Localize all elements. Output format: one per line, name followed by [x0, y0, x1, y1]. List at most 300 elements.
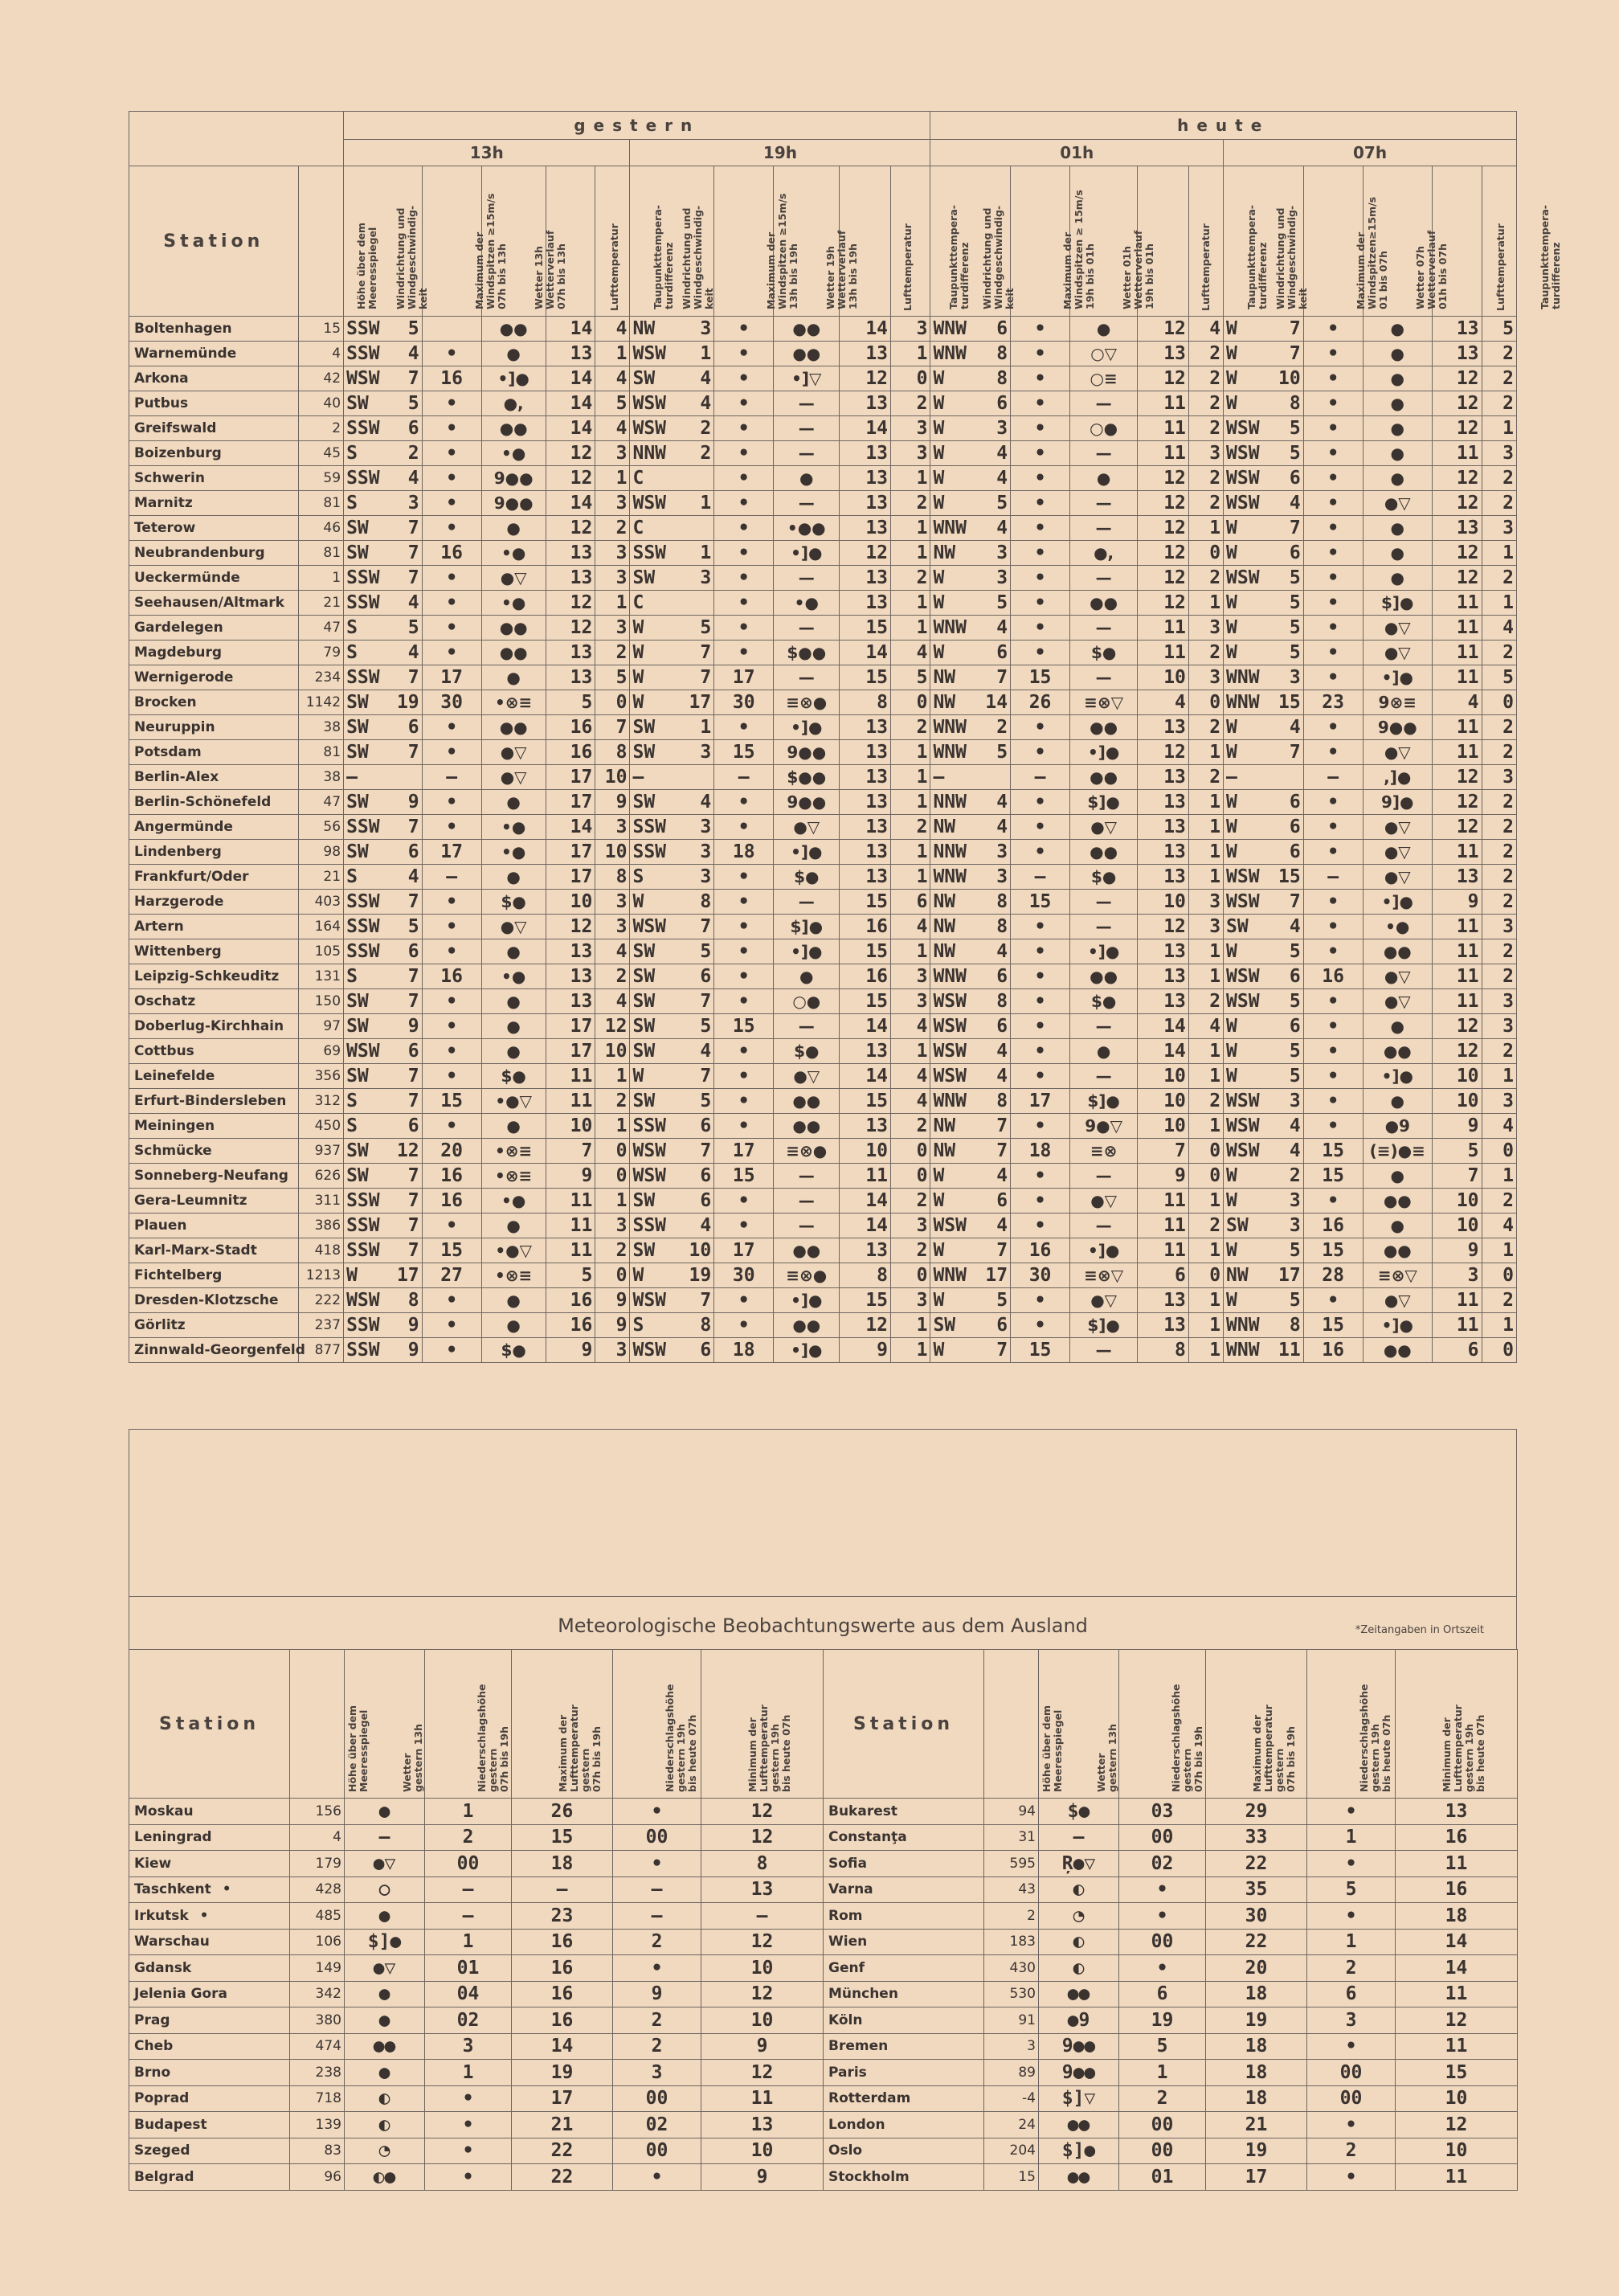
wind-speed: 8: [996, 991, 1008, 1012]
wind-direction: SW: [346, 1016, 369, 1037]
weather-symbol-19: ●●: [774, 317, 840, 342]
min-temp: 12: [701, 1981, 824, 2007]
dewpoint-diff-07: 2: [1482, 491, 1516, 516]
wind-pair: [933, 592, 1008, 613]
weather-symbol-01: ●●: [1070, 964, 1138, 989]
weather-symbol-19: ≡⊗●: [774, 1263, 840, 1288]
wind-direction: SW: [1226, 916, 1249, 937]
gust-max-07: —: [1303, 765, 1363, 790]
weather-symbol: ●: [345, 2007, 425, 2034]
wind-direction: WSW: [632, 418, 667, 439]
wind-13: [344, 939, 423, 964]
wind-speed: 3: [407, 493, 419, 514]
table-row: [129, 1338, 1517, 1363]
max-temp: 33: [1206, 1824, 1307, 1851]
table-row: [129, 616, 1517, 641]
air-temp-13: 14: [546, 317, 595, 342]
precip-night: 3: [1307, 2007, 1396, 2034]
min-temp: 10: [1396, 2138, 1518, 2164]
wind-direction: W: [632, 1066, 644, 1087]
dewpoint-diff-13: 3: [595, 616, 630, 641]
gust-max-07: •: [1303, 989, 1363, 1014]
wind-pair: [346, 493, 419, 514]
station-altitude: 485: [290, 1903, 345, 1930]
wind-07: [1224, 541, 1304, 566]
wind-pair: [346, 443, 419, 464]
table-row: [129, 2060, 824, 2086]
wind-speed: 2: [700, 418, 712, 439]
gust-max-07: •: [1303, 616, 1363, 641]
precip-night: 2: [1307, 1955, 1396, 1982]
air-temp-13: 16: [546, 715, 595, 740]
wind-pair: [632, 518, 711, 538]
wind-pair: [933, 567, 1008, 588]
max-temp: 35: [1206, 1876, 1307, 1903]
dewpoint-diff-13: 5: [595, 391, 630, 416]
dewpoint-diff-13: 4: [595, 317, 630, 342]
gust-max-07: •: [1303, 915, 1363, 939]
wind-pair: [632, 642, 711, 663]
min-temp: 14: [1396, 1929, 1518, 1955]
header-altitude: [298, 166, 378, 317]
weather-symbol-13: •●: [481, 964, 546, 989]
min-temp: 15: [1396, 2060, 1518, 2086]
wind-19: [630, 1064, 714, 1089]
air-temp-01: 9: [1138, 1164, 1189, 1189]
dewpoint-diff-07: 2: [1482, 715, 1516, 740]
wind-speed: 8: [996, 343, 1008, 364]
wind-13: [344, 1313, 423, 1338]
weather-symbol-19: —: [774, 416, 840, 441]
air-temp-07: 12: [1432, 1014, 1482, 1039]
gust-max-01: •: [1011, 740, 1070, 765]
precip-night: 00: [613, 2138, 701, 2164]
precip-day: •: [425, 2112, 512, 2138]
wind-pair: [1226, 1215, 1301, 1236]
gust-max-19: 15: [714, 740, 774, 765]
min-temp: 12: [1396, 2112, 1518, 2138]
table-row: [129, 1114, 1517, 1139]
wind-pair: [1226, 1041, 1301, 1062]
dewpoint-diff-13: 7: [595, 715, 630, 740]
wind-13: [344, 1288, 423, 1313]
air-temp-07: 6: [1432, 1338, 1482, 1363]
air-temp-13: 17: [546, 765, 595, 790]
wind-speed: 6: [700, 1165, 712, 1186]
precip-night: 00: [613, 2085, 701, 2112]
gust-max-01: •: [1011, 1189, 1070, 1213]
weather-symbol-13: •⊗≡: [481, 1139, 546, 1164]
header-weather-13-text: Wetter 13h Wetterverlauf 07h bis 13h: [532, 230, 567, 309]
wind-13: [344, 790, 423, 815]
dewpoint-diff-01: 1: [1188, 740, 1223, 765]
wind-07: [1224, 740, 1304, 765]
gust-max-13: •: [422, 815, 481, 840]
foreign-header-max: [1206, 1650, 1307, 1799]
wind-speed: 5: [996, 592, 1008, 613]
wind-direction: SSW: [346, 816, 380, 837]
wind-direction: W: [933, 642, 945, 663]
station-altitude: 106: [290, 1929, 345, 1955]
precip-day: •: [1119, 1955, 1206, 1982]
gust-max-01: •: [1011, 715, 1070, 740]
dewpoint-diff-07: 1: [1482, 1164, 1516, 1189]
station-name: Berlin-Schönefeld: [129, 790, 299, 815]
weather-symbol-19: —: [774, 890, 840, 915]
weather-symbol-07: ●▽: [1363, 616, 1432, 641]
wind-direction: WNW: [1226, 667, 1260, 688]
station-name-text: München: [828, 1986, 898, 2003]
weather-symbol-19: •]●: [774, 1288, 840, 1313]
wind-direction: NNW: [632, 443, 667, 464]
weather-symbol-19: ●: [774, 964, 840, 989]
weather-symbol: ○: [345, 1876, 425, 1903]
wind-direction: W: [1226, 368, 1237, 389]
weather-symbol-01: ●▽: [1070, 1288, 1138, 1313]
wind-speed: 5: [1289, 1066, 1301, 1087]
header-gestern: gestern: [344, 112, 930, 140]
air-temp-01: 11: [1138, 616, 1189, 641]
gust-max-13: •: [422, 641, 481, 665]
foreign-header-min: [701, 1650, 824, 1799]
foreign-header-max-text: Maximum der Lufttemperatur gestern 07h bis 19h: [557, 1704, 603, 1792]
dewpoint-diff-13: 2: [595, 641, 630, 665]
wind-direction: —: [933, 767, 945, 788]
wind-13: [344, 391, 423, 416]
gust-max-07: •: [1303, 1089, 1363, 1114]
station-altitude: 626: [298, 1164, 343, 1189]
dewpoint-diff-19: 0: [891, 1139, 930, 1164]
station-name: Leipzig-Schkeuditz: [129, 964, 299, 989]
wind-speed: 7: [407, 518, 419, 538]
table-row: [129, 566, 1517, 591]
station-name-text: Prag: [134, 2012, 170, 2028]
gust-max-19: 17: [714, 665, 774, 690]
dewpoint-diff-01: 0: [1188, 1164, 1223, 1189]
wind-07: [1224, 441, 1304, 466]
min-temp: 16: [1396, 1876, 1518, 1903]
wind-speed: 8: [700, 891, 712, 912]
station-name: Meiningen: [129, 1114, 299, 1139]
header-airtemp-19-text: Lufttemperatur: [901, 223, 914, 311]
wind-speed: 7: [407, 368, 419, 389]
gust-max-01: •: [1011, 317, 1070, 342]
wind-19: [630, 566, 714, 591]
wind-19: [630, 1114, 714, 1139]
wind-speed: 6: [1289, 966, 1301, 987]
weather-symbol-13: •●: [481, 541, 546, 566]
dewpoint-diff-07: 3: [1482, 765, 1516, 790]
weather-symbol-01: —: [1070, 566, 1138, 591]
weather-symbol-07: ●: [1363, 541, 1432, 566]
precip-day: 02: [425, 2007, 512, 2034]
header-gust-19: [714, 166, 800, 317]
weather-symbol-01: •]●: [1070, 740, 1138, 765]
wind-19: [630, 890, 714, 915]
station-name-text: Moskau: [134, 1803, 194, 1819]
weather-symbol: ●: [345, 1981, 425, 2007]
wind-pair: [1226, 1016, 1301, 1037]
wind-direction: W: [933, 493, 945, 514]
wind-direction: W: [933, 418, 945, 439]
dewpoint-diff-07: 2: [1482, 391, 1516, 416]
air-temp-01: 10: [1138, 890, 1189, 915]
foreign-header-wetter-text: Wetter gestern 13h: [401, 1723, 424, 1792]
weather-symbol-01: ○●: [1070, 416, 1138, 441]
wind-direction: WSW: [933, 1215, 967, 1236]
wind-direction: S: [346, 866, 358, 887]
min-temp: 11: [1396, 1851, 1518, 1877]
weather-symbol-19: —: [774, 1164, 840, 1189]
weather-symbol-01: $]●: [1070, 1313, 1138, 1338]
station-altitude: 311: [298, 1189, 343, 1213]
air-temp-19: 15: [840, 1288, 891, 1313]
weather-symbol-01: ●: [1070, 1039, 1138, 1064]
air-temp-19: 16: [840, 964, 891, 989]
wind-pair: [632, 991, 711, 1012]
station-name: Warnemünde: [129, 342, 299, 366]
gust-max-19: •: [714, 491, 774, 516]
air-temp-19: 14: [840, 1014, 891, 1039]
station-name: [824, 2164, 984, 2191]
dewpoint-diff-01: 2: [1188, 466, 1223, 491]
station-altitude: 47: [298, 616, 343, 641]
weather-symbol-13: ●●: [481, 616, 546, 641]
wind-speed: 9: [407, 1315, 419, 1336]
wind-direction: W: [933, 1190, 945, 1211]
dewpoint-diff-01: 2: [1188, 391, 1223, 416]
station-name-text: Bukarest: [828, 1803, 897, 1819]
station-altitude: 595: [984, 1851, 1039, 1877]
dewpoint-diff-19: 1: [891, 865, 930, 890]
wind-direction: W: [1226, 642, 1237, 663]
air-temp-07: 11: [1432, 616, 1482, 641]
wind-direction: S: [346, 1091, 358, 1111]
air-temp-07: 11: [1432, 989, 1482, 1014]
wind-speed: 5: [700, 1016, 712, 1037]
station-name-text: Cheb: [134, 2038, 174, 2055]
wind-speed: 4: [996, 792, 1008, 812]
wind-direction: NW: [933, 1115, 956, 1136]
wind-speed: 19: [396, 692, 419, 713]
wind-direction: WNW: [933, 717, 967, 738]
dewpoint-diff-07: 2: [1482, 342, 1516, 366]
wind-speed: 6: [996, 642, 1008, 663]
air-temp-13: 16: [546, 1288, 595, 1313]
wind-pair: [346, 1140, 419, 1161]
dewpoint-diff-13: 3: [595, 566, 630, 591]
wind-pair: [346, 1091, 419, 1111]
dewpoint-diff-19: 3: [891, 441, 930, 466]
weather-symbol-13: •⊗≡: [481, 1164, 546, 1189]
max-temp: 19: [1206, 2007, 1307, 2034]
wind-pair: [346, 717, 419, 738]
air-temp-19: 13: [840, 715, 891, 740]
wind-pair: [632, 1165, 711, 1186]
wind-speed: 7: [407, 1215, 419, 1236]
wind-direction: WSW: [933, 1016, 967, 1037]
table-row: [129, 391, 1517, 416]
header-gust-13: [422, 166, 508, 317]
wind-direction: SW: [346, 841, 369, 862]
wind-speed: 5: [1289, 1041, 1301, 1062]
air-temp-19: 13: [840, 516, 891, 541]
gust-max-19: •: [714, 466, 774, 491]
gust-max-13: •: [422, 1064, 481, 1089]
dewpoint-diff-13: 4: [595, 939, 630, 964]
min-temp: 13: [1396, 1799, 1518, 1825]
foreign-header-hoehe-text: Höhe über dem Meeresspiegel: [1040, 1705, 1064, 1792]
wind-speed: 6: [1289, 816, 1301, 837]
station-altitude: 139: [290, 2112, 345, 2138]
weather-symbol-13: 9●●: [481, 466, 546, 491]
wind-pair: [933, 1340, 1008, 1361]
weather-symbol: ◔: [1039, 1903, 1119, 1930]
dewpoint-diff-01: 1: [1188, 1338, 1223, 1363]
weather-symbol-01: $●: [1070, 641, 1138, 665]
wind-pair: [346, 991, 419, 1012]
weather-symbol-13: ●▽: [481, 740, 546, 765]
wind-pair: [1226, 368, 1301, 389]
precip-day: 00: [1119, 1929, 1206, 1955]
dewpoint-diff-19: 1: [891, 1338, 930, 1363]
wind-direction: W: [1226, 717, 1237, 738]
weather-symbol-07: ●▽: [1363, 1288, 1432, 1313]
air-temp-13: 12: [546, 591, 595, 616]
wind-direction: WNW: [933, 617, 967, 638]
gust-max-01: 30: [1011, 1263, 1070, 1288]
weather-symbol-07: ●: [1363, 391, 1432, 416]
table-row: [129, 2112, 824, 2138]
wind-pair: [632, 542, 711, 563]
dewpoint-diff-01: 2: [1188, 366, 1223, 391]
air-temp-13: 13: [546, 964, 595, 989]
weather-symbol-19: ●●: [774, 1089, 840, 1114]
weather-symbol-01: —: [1070, 616, 1138, 641]
precip-day: •: [1119, 1876, 1206, 1903]
wind-01: [930, 1014, 1011, 1039]
dewpoint-diff-13: 5: [595, 665, 630, 690]
wind-direction: NW: [933, 891, 956, 912]
air-temp-19: 13: [840, 790, 891, 815]
wind-pair: [933, 518, 1008, 538]
wind-speed: 5: [1289, 567, 1301, 588]
weather-symbol-19: —: [774, 1213, 840, 1238]
wind-direction: WSW: [632, 916, 667, 937]
weather-symbol: ◐: [345, 2112, 425, 2138]
station-name: Görlitz: [129, 1313, 299, 1338]
air-temp-07: 13: [1432, 317, 1482, 342]
wind-13: [344, 1164, 423, 1189]
wind-pair: [1226, 891, 1301, 912]
station-name: [824, 1876, 984, 1903]
weather-symbol-01: •]●: [1070, 939, 1138, 964]
gust-max-01: •: [1011, 366, 1070, 391]
wind-speed: 4: [700, 792, 712, 812]
wind-speed: 4: [700, 1215, 712, 1236]
wind-01: [930, 1213, 1011, 1238]
gust-max-01: •: [1011, 1064, 1070, 1089]
wind-speed: 1: [700, 542, 712, 563]
wind-pair: [1226, 1140, 1301, 1161]
dewpoint-diff-19: 3: [891, 317, 930, 342]
wind-direction: SW: [632, 1091, 656, 1111]
wind-19: [630, 391, 714, 416]
weather-symbol-19: ≡⊗●: [774, 690, 840, 715]
wind-direction: WSW: [1226, 891, 1260, 912]
weather-symbol-19: •]●: [774, 541, 840, 566]
wind-speed: 8: [700, 1315, 712, 1336]
wind-19: [630, 740, 714, 765]
station-name-text: Budapest: [134, 2116, 207, 2133]
wind-19: [630, 1263, 714, 1288]
wind-direction: S: [632, 866, 644, 887]
max-temp: 26: [512, 1799, 613, 1825]
dewpoint-diff-01: 1: [1188, 1288, 1223, 1313]
station-altitude: 131: [298, 964, 343, 989]
wind-speed: 6: [700, 966, 712, 987]
wind-speed: 8: [996, 891, 1008, 912]
wind-07: [1224, 591, 1304, 616]
wind-01: [930, 491, 1011, 516]
station-name: Sonneberg-Neufang: [129, 1164, 299, 1189]
wind-speed: 3: [1289, 667, 1301, 688]
precip-day: 2: [1119, 2085, 1206, 2112]
wind-pair: [346, 1016, 419, 1037]
min-temp: 12: [701, 1799, 824, 1825]
table-row: [129, 989, 1517, 1014]
wind-speed: 6: [996, 318, 1008, 339]
table-row: [824, 1929, 1518, 1955]
gust-max-19: •: [714, 342, 774, 366]
wind-pair: [632, 792, 711, 812]
station-name-text: Wien: [828, 1934, 868, 1950]
weather-symbol-13: ●: [481, 665, 546, 690]
domestic-observations-table: [129, 111, 1562, 1363]
air-temp-19: 13: [840, 1114, 891, 1139]
table-row: [824, 2033, 1518, 2060]
weather-symbol: ◐: [1039, 1955, 1119, 1982]
wind-pair: [632, 1041, 711, 1062]
station-name-text: Köln: [828, 2012, 863, 2028]
gust-max-07: •: [1303, 641, 1363, 665]
air-temp-19: 14: [840, 1213, 891, 1238]
foreign-header-hoehe: [290, 1650, 370, 1799]
gust-max-01: •: [1011, 1014, 1070, 1039]
wind-direction: W: [632, 891, 644, 912]
wind-01: [930, 1263, 1011, 1288]
wind-pair: [346, 1290, 419, 1311]
dewpoint-diff-13: 10: [595, 840, 630, 865]
table-row: [824, 2164, 1518, 2191]
air-temp-19: 15: [840, 1089, 891, 1114]
gust-max-13: •: [422, 342, 481, 366]
wind-speed: 8: [996, 368, 1008, 389]
dewpoint-diff-19: 0: [891, 366, 930, 391]
gust-max-07: •: [1303, 1189, 1363, 1213]
weather-symbol-01: —: [1070, 665, 1138, 690]
air-temp-07: 12: [1432, 566, 1482, 591]
dewpoint-diff-07: 0: [1482, 1338, 1516, 1363]
wind-direction: SW: [933, 1315, 956, 1336]
wind-direction: W: [933, 443, 945, 464]
air-temp-07: 10: [1432, 1089, 1482, 1114]
precip-day: 1: [425, 2060, 512, 2086]
precip-day: —: [425, 1903, 512, 1930]
station-name: [824, 2007, 984, 2034]
wind-speed: 7: [407, 1190, 419, 1211]
weather-symbol-01: $●: [1070, 865, 1138, 890]
